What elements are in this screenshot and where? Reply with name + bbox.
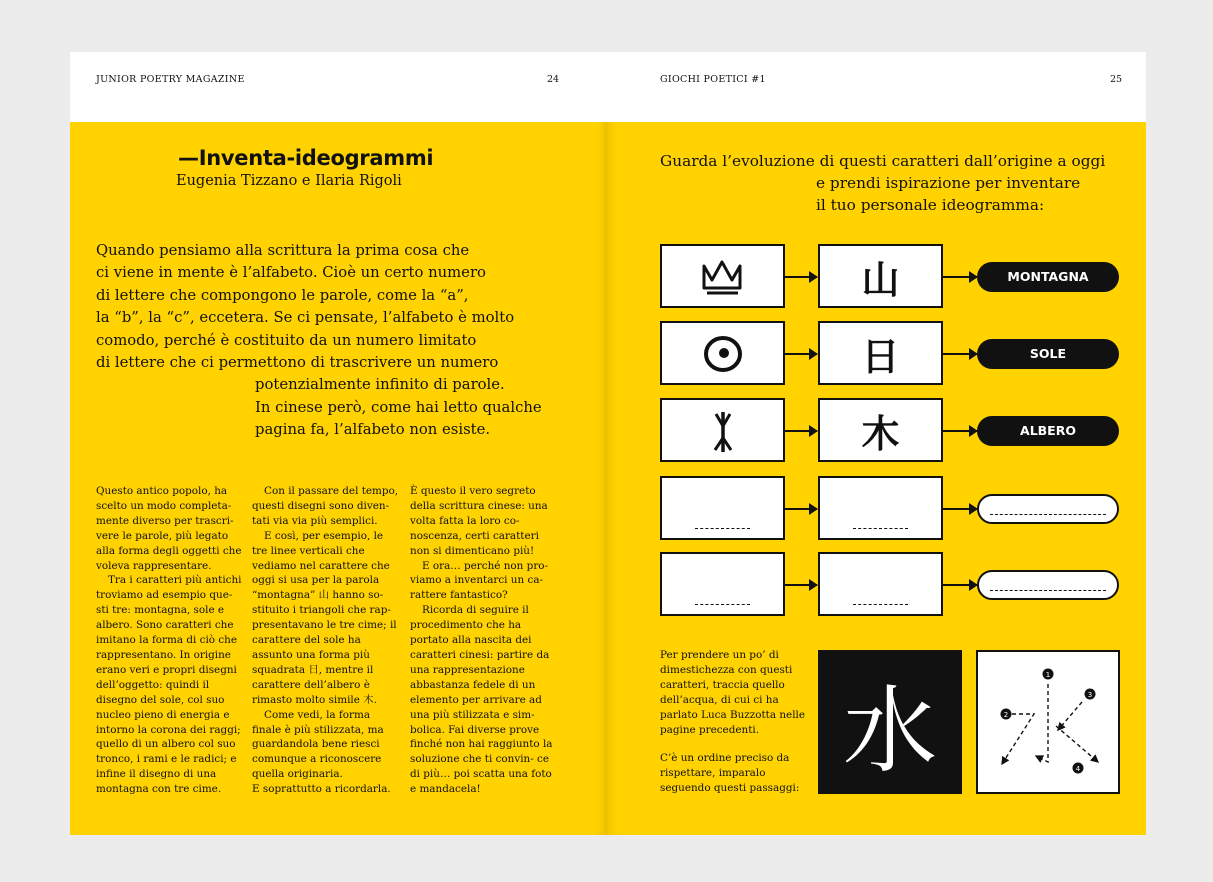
character-box (818, 398, 943, 462)
running-head: GIOCHI POETICI #1 (660, 74, 766, 85)
blank-row (660, 552, 1119, 618)
blank-character-box (818, 552, 943, 616)
left-page (70, 52, 607, 835)
arrow-icon (943, 584, 977, 586)
sun-pictogram-icon (662, 323, 783, 383)
stroke-number-4: 4 (1075, 765, 1081, 773)
stroke-number-3: 3 (1087, 691, 1093, 699)
intro-line: il tuo personale ideogramma: (816, 196, 1045, 214)
stroke-order-icon (978, 652, 1118, 792)
intro-line: comodo, perché è costituito da un numero limitato (96, 331, 477, 349)
right-page (607, 52, 1146, 835)
meaning-label: MONTAGNA (977, 262, 1119, 292)
intro-line: e prendi ispirazione per inventare (816, 174, 1081, 192)
practice-paragraph: Per prendere un po’ di dimestichezza con questi caratteri, traccia quello dell’acqua, di cui ci ha parlato Luca Buzzotta nelle pagine precedenti. (660, 649, 805, 736)
stroke-order-diagram (976, 650, 1120, 794)
dashed-line (695, 604, 750, 605)
arrow-icon (943, 430, 977, 432)
exercise-intro (660, 150, 1105, 216)
body-paragraph: Tra i caratteri più antichi troviamo ad esempio que- sti tre: montagna, sole e albero. Sono caratteri che imitano la forma di ciò che rappresentano. In origine erano veri e propri disegni dell’oggetto: quindi il disegno del sole, col suo nucleo pieno di energia e intorno la corona dei raggi; quello di un albero col suo tronco, i rami e le radici; e infine il disegno di una montagna con tre cime. (96, 574, 242, 796)
body-column-1 (96, 484, 244, 797)
meaning-label: SOLE (977, 339, 1119, 369)
body-paragraph: E soprattutto a ricordarla. (252, 783, 391, 796)
body-column-2 (252, 484, 400, 797)
mountain-pictogram-icon (662, 246, 783, 306)
page-number: 24 (547, 74, 560, 85)
intro-line: di lettere che compongono le parole, come la “a”, (96, 286, 469, 304)
body-paragraph: Questo antico popolo, ha scelto un modo completa- mente diverso per trascri- vere le parole, più legato alla forma degli oggetti che voleva rappresentare. (96, 485, 242, 572)
practice-paragraph: C’è un ordine preciso da rispettare, imparalo seguendo questi passaggi: (660, 752, 800, 795)
practice-text (660, 648, 810, 796)
meaning-label: ALBERO (977, 416, 1119, 446)
water-character-tile (818, 650, 962, 794)
pictogram-box (660, 398, 785, 462)
page-header (70, 52, 607, 122)
evolution-row-montagna (660, 244, 1119, 310)
modern-character: 日 (861, 334, 900, 379)
modern-character: 木 (861, 411, 900, 456)
arrow-icon (943, 353, 977, 355)
body-paragraph: Ricorda di seguire il procedimento che ha portato alla nascita dei caratteri cinesi: partire da una rappresentazione abbastanza fedele di un elemento per arrivare ad una più stilizzata e sim- bolica. Fai diverse prove finché non hai raggiunto la soluzione che ti convin- ce di più… poi scatta una foto e mandacela! (410, 604, 553, 796)
intro-line: In cinese però, come hai letto qualche (255, 398, 542, 416)
running-head: JUNIOR POETRY MAGAZINE (96, 74, 245, 85)
body-paragraph: È questo il vero segreto della scrittura cinese: una volta fatta la loro co- noscenza, certi caratteri non si dimenticano più! (410, 485, 548, 557)
page-header (607, 52, 1146, 122)
intro-line: potenzialmente infinito di parole. (255, 376, 505, 394)
arrow-icon (785, 430, 817, 432)
blank-meaning-label (977, 570, 1119, 600)
body-column-3 (410, 484, 558, 797)
blank-pictogram-box (660, 552, 785, 616)
blank-meaning-label (977, 494, 1119, 524)
arrow-icon (785, 353, 817, 355)
arrow-icon (943, 276, 977, 278)
article-title: —Inventa-ideogrammi (178, 146, 434, 170)
body-paragraph: E così, per esempio, le tre linee verticali che vediamo nel carattere che oggi si usa per la parola “montagna” 山 hanno so- stituito i triangoli che rap- presentavano le tre cime; il carattere del sole ha assunto una forma più squadrata 日, mentre il carattere dell’albero è rimasto molto simile 木. (252, 529, 397, 706)
dashed-line (853, 528, 908, 529)
tree-pictogram-icon (662, 400, 783, 460)
character-box (818, 321, 943, 385)
page-number: 25 (1110, 74, 1123, 85)
body-paragraph: Con il passare del tempo, questi disegni sono diven- tati via via più semplici. (252, 485, 399, 527)
character-box (818, 244, 943, 308)
article-authors: Eugenia Tizzano e Ilaria Rigoli (176, 173, 402, 189)
arrow-icon (785, 508, 817, 510)
dashed-line (695, 528, 750, 529)
evolution-row-albero (660, 398, 1119, 464)
stroke-number-1: 1 (1045, 671, 1051, 679)
arrow-icon (943, 508, 977, 510)
intro-line: di lettere che ci permettono di trascrivere un numero (96, 354, 499, 372)
pictogram-box (660, 321, 785, 385)
pictogram-box (660, 244, 785, 308)
intro-line: Guarda l’evoluzione di questi caratteri dall’origine a oggi (660, 152, 1106, 170)
blank-row (660, 476, 1119, 542)
body-paragraph: E ora… perché non pro- viamo a inventarci un ca- rattere fantastico? (410, 559, 549, 602)
arrow-icon (785, 584, 817, 586)
evolution-row-sole (660, 321, 1119, 387)
arrow-icon (785, 276, 817, 278)
modern-character: 山 (861, 257, 900, 302)
intro-line: pagina fa, l’alfabeto non esiste. (255, 421, 491, 439)
intro-line: ci viene in mente è l’alfabeto. Cioè un certo numero (96, 264, 486, 282)
body-paragraph: Come vedi, la forma finale è più stilizzata, ma guardandola bene riesci comunque a riconoscere quella originaria. (252, 708, 384, 781)
dashed-line (853, 604, 908, 605)
water-character: 水 (842, 676, 937, 786)
stroke-number-2: 2 (1003, 711, 1009, 719)
blank-character-box (818, 476, 943, 540)
blank-pictogram-box (660, 476, 785, 540)
intro-line: Quando pensiamo alla scrittura la prima cosa che (96, 242, 470, 259)
intro-paragraph (96, 240, 576, 442)
intro-line: la “b”, la “c”, eccetera. Se ci pensate, l’alfabeto è molto (96, 309, 515, 327)
